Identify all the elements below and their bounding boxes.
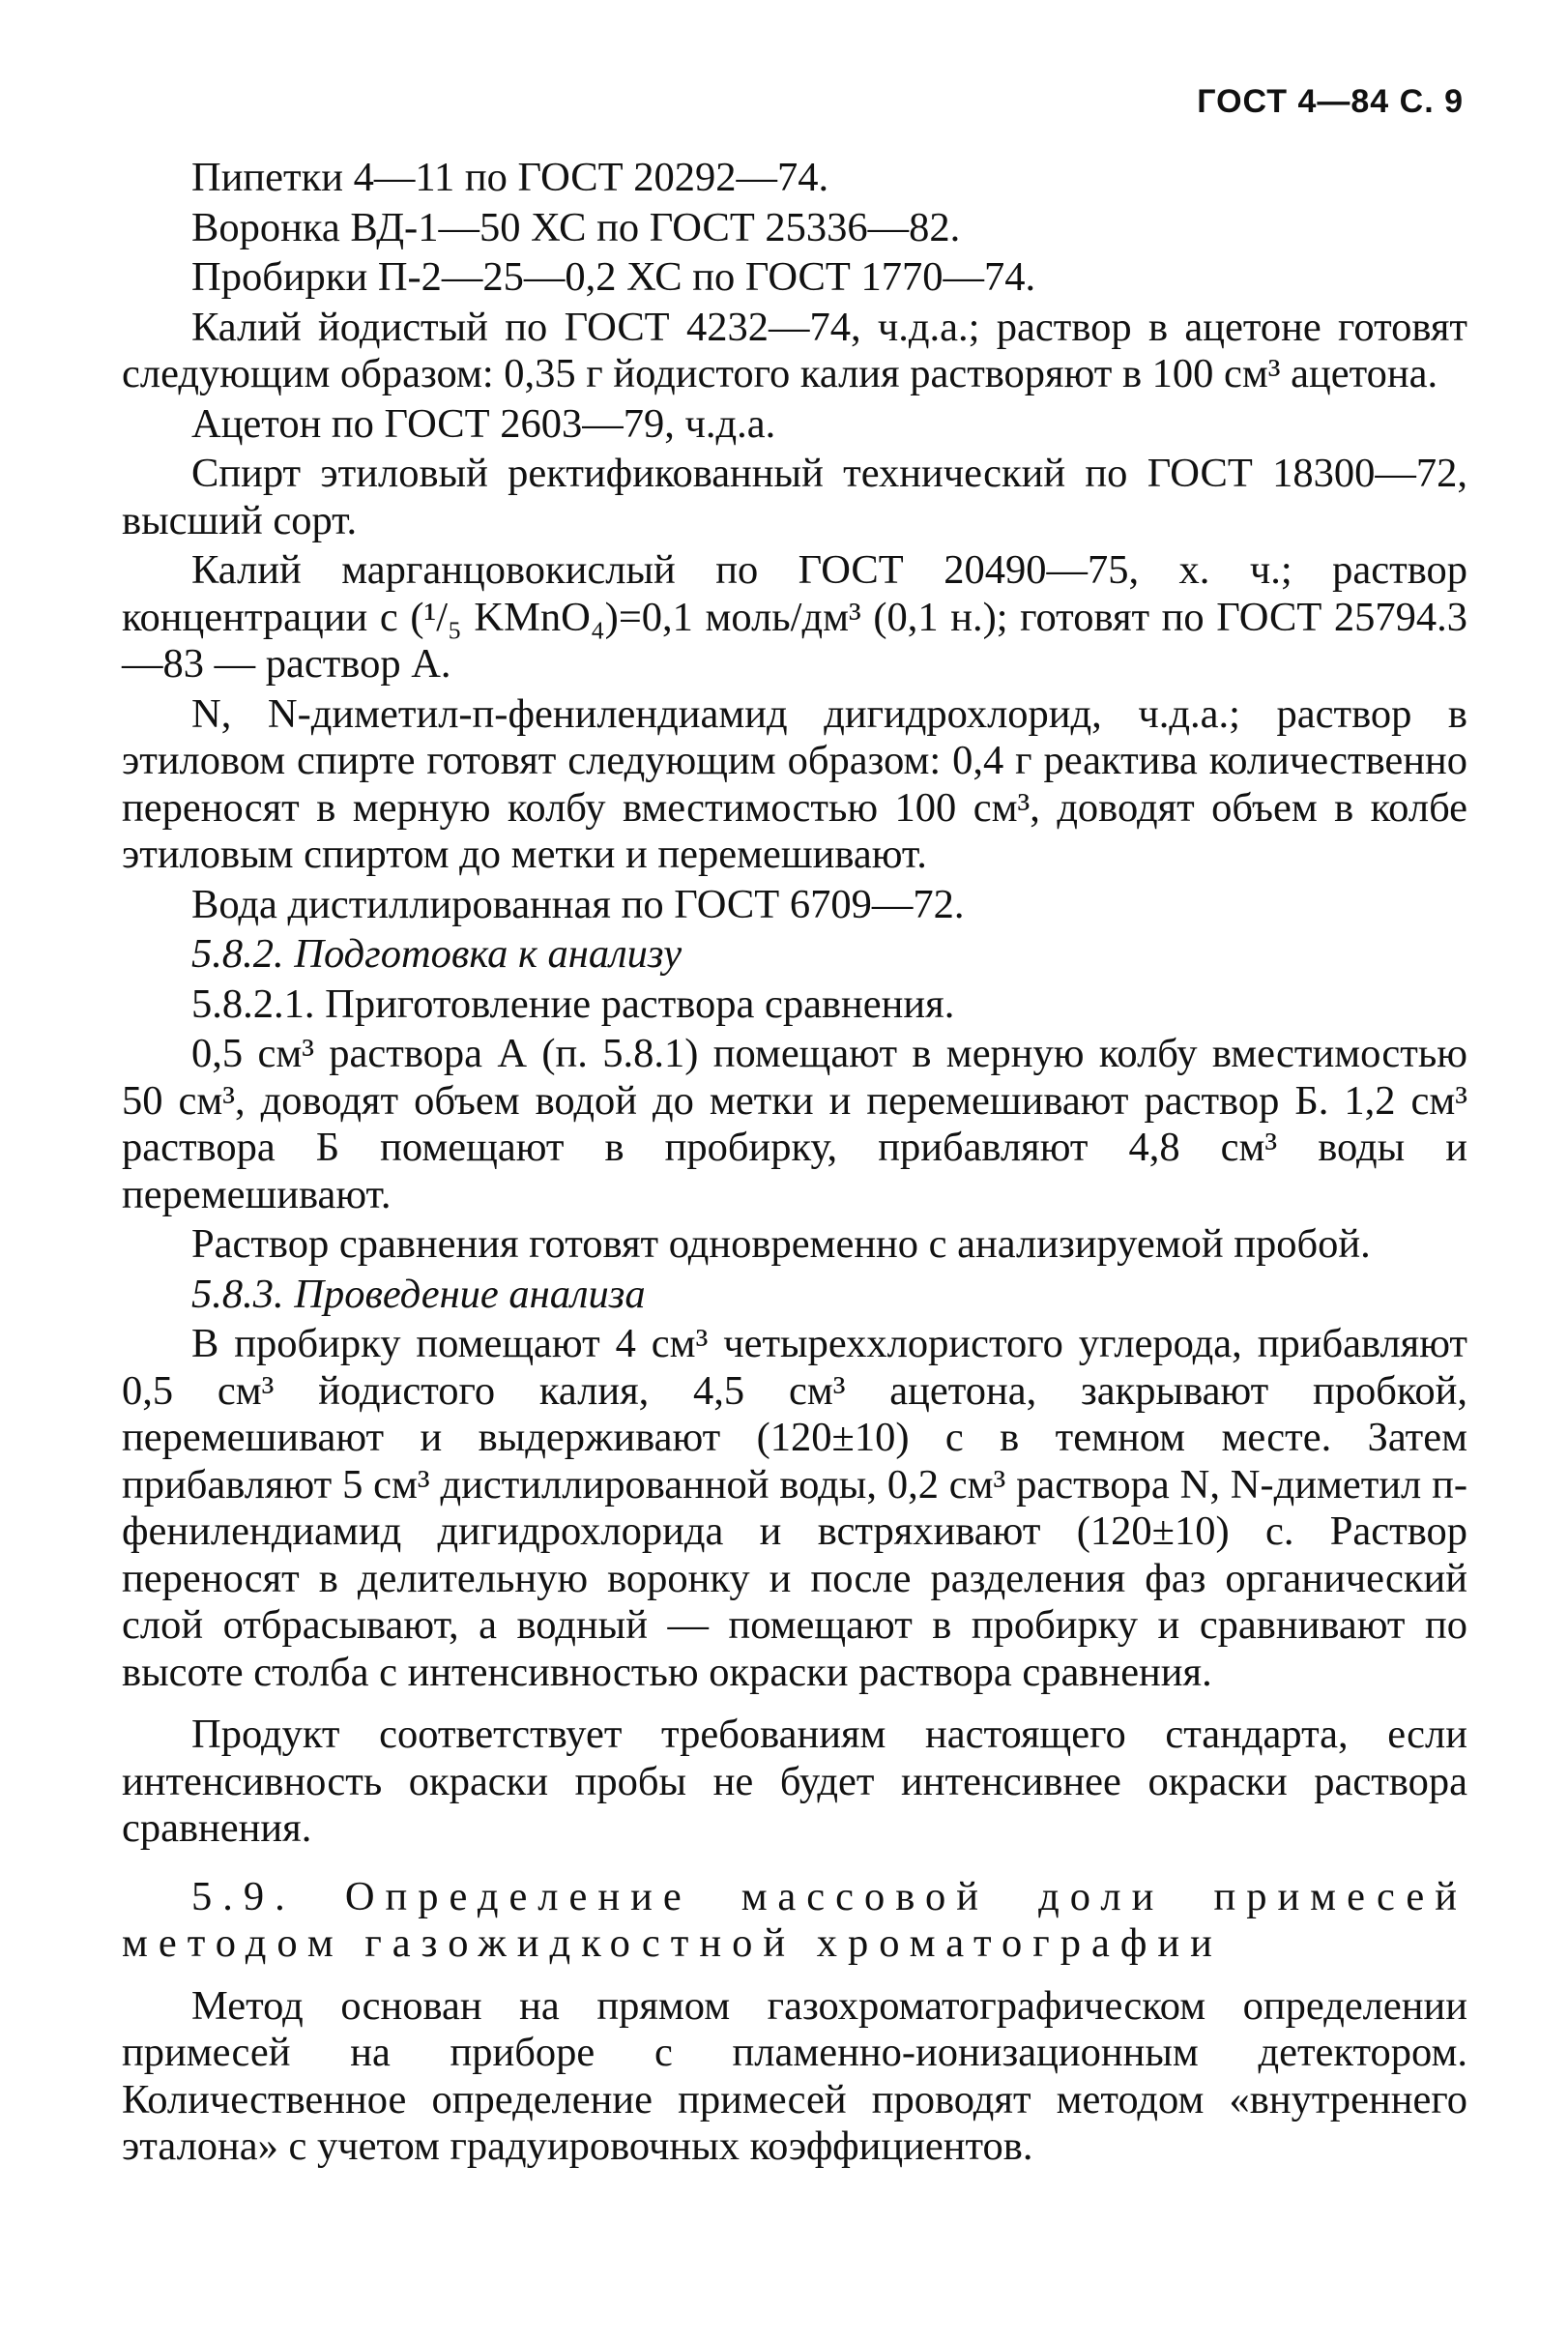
subsection-heading-reference-solution: 5.8.2.1. Приготовление раствора сравнения. bbox=[191, 981, 955, 1027]
paragraph-potassium-permanganate: Калий марганцовокислый по ГОСТ 20490—75, х. ч.; раствор концентрации с (¹/₅ KMnO₄)=0,1 моль/дм³ (0,1 н.); готовят по ГОСТ 25794.3—83 — раствор А. bbox=[122, 547, 1467, 687]
paragraph-dimethyl-phenylenediamine: N, N-диметил-п-фенилендиамид дигидрохлорид, ч.д.а.; раствор в этиловом спирте готовят следующим образом: 0,4 г реактива количественно переносят в мерную колбу вместимостью 100 см³, доводят объем в колбе этиловым спиртом до метки и перемешивают. bbox=[122, 690, 1467, 877]
paragraph-method-basis: Метод основан на прямом газохроматографическом определении примесей на приборе с пламенно-ионизационным детектором. Количественное определение примесей проводят методом «внутреннего эталона» с учетом градуировочных коэффициентов. bbox=[122, 1982, 1467, 2169]
paragraph-distilled-water: Вода дистиллированная по ГОСТ 6709—72. bbox=[191, 881, 965, 927]
paragraph-reference-timing: Раствор сравнения готовят одновременно с анализируемой пробой. bbox=[191, 1221, 1371, 1267]
section-heading-chromatography: 5.9. Определение массовой доли примесей методом газожидкостной хроматографии bbox=[122, 1873, 1467, 1966]
paragraph-funnel: Воронка ВД-1—50 ХС по ГОСТ 25336—82. bbox=[191, 204, 961, 250]
paragraph-test-tubes: Пробирки П-2—25—0,2 ХС по ГОСТ 1770—74. bbox=[191, 254, 1036, 300]
section-heading-preparation: 5.8.2. Подготовка к анализу bbox=[191, 931, 682, 977]
paragraph-analysis-procedure: В пробирку помещают 4 см³ четыреххлористого углерода, прибавляют 0,5 см³ йодистого калия, 4,5 см³ ацетона, закрывают пробкой, перемешивают и выдерживают (120±10) с в темном месте. Затем прибавляют 5 см³ дистиллированной воды, 0,2 см³ раствора N, N-диметил п-фенилендиамид дигидрохлорида и встряхивают (120±10) с. Раствор переносят в делительную воронку и после разделения фаз органический слой отбрасывают, а водный — помещают в пробирку и сравнивают по высоте столба с интенсивностью окраски раствора сравнения. bbox=[122, 1321, 1467, 1695]
section-heading-analysis: 5.8.3. Проведение анализа bbox=[191, 1271, 646, 1317]
paragraph-ethyl-alcohol: Спирт этиловый ректификованный технический по ГОСТ 18300—72, высший сорт. bbox=[122, 451, 1467, 543]
page-header: ГОСТ 4—84 С. 9 bbox=[1197, 83, 1464, 120]
paragraph-reference-procedure: 0,5 см³ раствора А (п. 5.8.1) помещают в мерную колбу вместимостью 50 см³, доводят объем водой до метки и перемешивают раствор Б. 1,2 см³ раствора Б помещают в пробирку, прибавляют 4,8 см³ воды и перемешивают. bbox=[122, 1031, 1467, 1217]
paragraph-pipettes: Пипетки 4—11 по ГОСТ 20292—74. bbox=[191, 155, 829, 200]
document-body bbox=[122, 155, 1467, 2174]
paragraph-conformity: Продукт соответствует требованиям настоящего стандарта, если интенсивность окраски пробы не будет интенсивнее окраски раствора сравнения. bbox=[122, 1712, 1467, 1851]
paragraph-acetone: Ацетон по ГОСТ 2603—79, ч.д.а. bbox=[191, 400, 776, 447]
paragraph-potassium-iodide: Калий йодистый по ГОСТ 4232—74, ч.д.а.; раствор в ацетоне готовят следующим образом: 0,35 г йодистого калия растворяют в 100 см³ ацетона. bbox=[122, 304, 1467, 396]
